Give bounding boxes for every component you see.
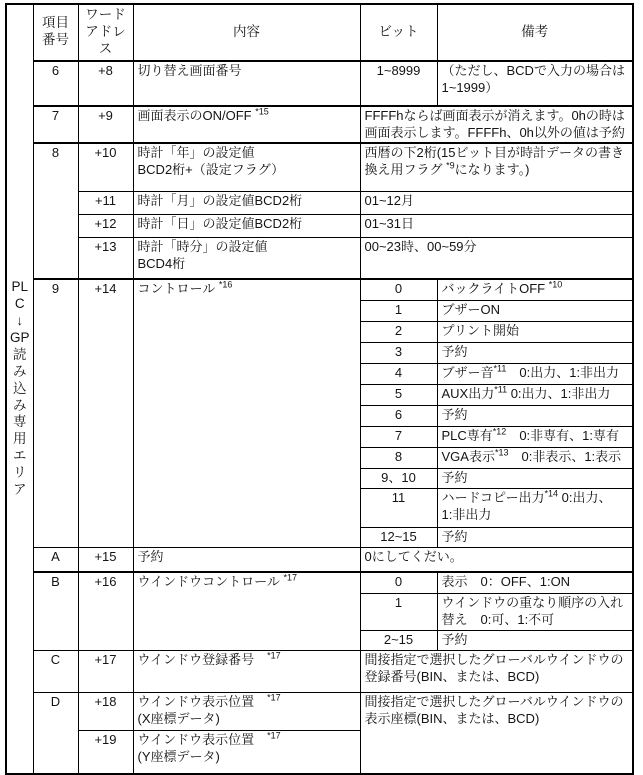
plc-read-area-table	[5, 3, 634, 775]
bit-desc: 予約	[437, 630, 633, 650]
table-row	[6, 61, 633, 106]
content-cell: 予約	[133, 547, 360, 572]
table-row	[6, 106, 633, 144]
header-bit: ビット	[360, 4, 437, 61]
bit-no: 9、10	[360, 468, 437, 488]
word-address: +13	[78, 237, 133, 279]
header-word-address: ワード アドレス	[78, 4, 133, 61]
bit-desc: バックライトOFF $^{*10}$	[437, 279, 633, 300]
content-cell: 切り替え画面番号	[133, 61, 360, 106]
table-header-row	[6, 4, 633, 61]
item-no: C	[33, 650, 78, 692]
word-address: +17	[78, 650, 133, 692]
bit-no: 5	[360, 384, 437, 405]
bit-desc: 予約	[437, 468, 633, 488]
bit-desc: 予約	[437, 405, 633, 426]
bit-no: 0	[360, 279, 437, 300]
word-address: +18	[78, 692, 133, 730]
bit-desc: ハードコピー出力$^{*14}$ 0:出力、 1:非出力	[437, 488, 633, 527]
word-address: +12	[78, 214, 133, 237]
table-row	[6, 692, 633, 730]
word-address: +10	[78, 143, 133, 191]
bit-desc: ブザーON	[437, 300, 633, 321]
remark-cell: 0にしてくだい。	[360, 547, 633, 572]
table-row	[6, 572, 633, 593]
table-row	[6, 214, 633, 237]
header-item-no: 項目 番号	[33, 4, 78, 61]
item-no: A	[33, 547, 78, 572]
table-row	[6, 191, 633, 214]
bit-no: 2	[360, 321, 437, 342]
bit-no: 3	[360, 342, 437, 363]
table-row	[6, 279, 633, 300]
table-row	[6, 650, 633, 692]
bit-no: 7	[360, 426, 437, 447]
bit-desc: 表示 0：OFF、1:ON	[437, 572, 633, 593]
table-row	[6, 237, 633, 279]
bit-desc: 予約	[437, 342, 633, 363]
remark-cell: 西暦の下2桁(15ビット目が時計データの書き換え用フラグ $^{*9}$になります。)	[360, 143, 633, 191]
bit-no: 8	[360, 447, 437, 468]
bit-desc: ブザー音$^{*11}$ 0:出力、1:非出力	[437, 363, 633, 384]
table-row	[6, 143, 633, 191]
content-cell: ウインドウ表示位置 $^{*17}$ (X座標データ)	[133, 692, 360, 730]
content-cell: 時計「年」の設定値 BCD2桁+（設定フラグ）	[133, 143, 360, 191]
item-no: 6	[33, 61, 78, 106]
header-content: 内容	[133, 4, 360, 61]
content-cell: ウインドウコントロール $^{*17}$	[133, 572, 360, 650]
bit-desc: AUX出力$^{*11}$ 0:出力、1:非出力	[437, 384, 633, 405]
bit-desc: ウインドウの重なり順序の入れ替え 0:可、1:不可	[437, 593, 633, 630]
remark-cell: 間接指定で選択したグローバルウインドウの表示座標(BIN、または、BCD)	[360, 692, 633, 774]
item-no: B	[33, 572, 78, 650]
bit-desc: プリント開始	[437, 321, 633, 342]
remark-cell: （ただし、BCDで入力の場合は 1~1999）	[437, 61, 633, 106]
bit-desc: 予約	[437, 527, 633, 547]
remark-cell: FFFFhならば画面表示が消えます。0hの時は画面表示します。FFFFh、0h以外の値は予約	[360, 106, 633, 144]
word-address: +16	[78, 572, 133, 650]
bit-no: 11	[360, 488, 437, 527]
content-cell: ウインドウ登録番号 $^{*17}$	[133, 650, 360, 692]
word-address: +15	[78, 547, 133, 572]
remark-cell: 00~23時、00~59分	[360, 237, 633, 279]
remark-cell: 01~12月	[360, 191, 633, 214]
bit-desc: VGA表示$^{*13}$ 0:非表示、1:表示	[437, 447, 633, 468]
bit-cell: 1~8999	[360, 61, 437, 106]
content-cell: 時計「日」の設定値BCD2桁	[133, 214, 360, 237]
header-remarks: 備考	[437, 4, 633, 61]
bit-no: 0	[360, 572, 437, 593]
item-no: 7	[33, 106, 78, 144]
word-address: +14	[78, 279, 133, 547]
remark-cell: 01~31日	[360, 214, 633, 237]
bit-no: 4	[360, 363, 437, 384]
content-cell: 画面表示のON/OFF $^{*15}$	[133, 106, 360, 144]
remark-cell: 間接指定で選択したグローバルウインドウの登録番号(BIN、または、BCD)	[360, 650, 633, 692]
item-no: 8	[33, 143, 78, 279]
bit-no: 12~15	[360, 527, 437, 547]
item-no: 9	[33, 279, 78, 547]
content-cell: コントロール $^{*16}$	[133, 279, 360, 547]
item-no: D	[33, 692, 78, 774]
word-address: +9	[78, 106, 133, 144]
word-address: +8	[78, 61, 133, 106]
bit-no: 2~15	[360, 630, 437, 650]
bit-no: 6	[360, 405, 437, 426]
content-cell: 時計「月」の設定値BCD2桁	[133, 191, 360, 214]
content-cell: ウインドウ表示位置 $^{*17}$ (Y座標データ)	[133, 730, 360, 774]
word-address: +19	[78, 730, 133, 774]
side-area-label: PLC ↓ GP 読 み 込 み 専 用 エ リ ア	[6, 4, 33, 774]
table-row	[6, 547, 633, 572]
bit-no: 1	[360, 300, 437, 321]
bit-desc: PLC専有$^{*12}$ 0:非専有、1:専有	[437, 426, 633, 447]
bit-no: 1	[360, 593, 437, 630]
word-address: +11	[78, 191, 133, 214]
content-cell: 時計「時分」の設定値 BCD4桁	[133, 237, 360, 279]
